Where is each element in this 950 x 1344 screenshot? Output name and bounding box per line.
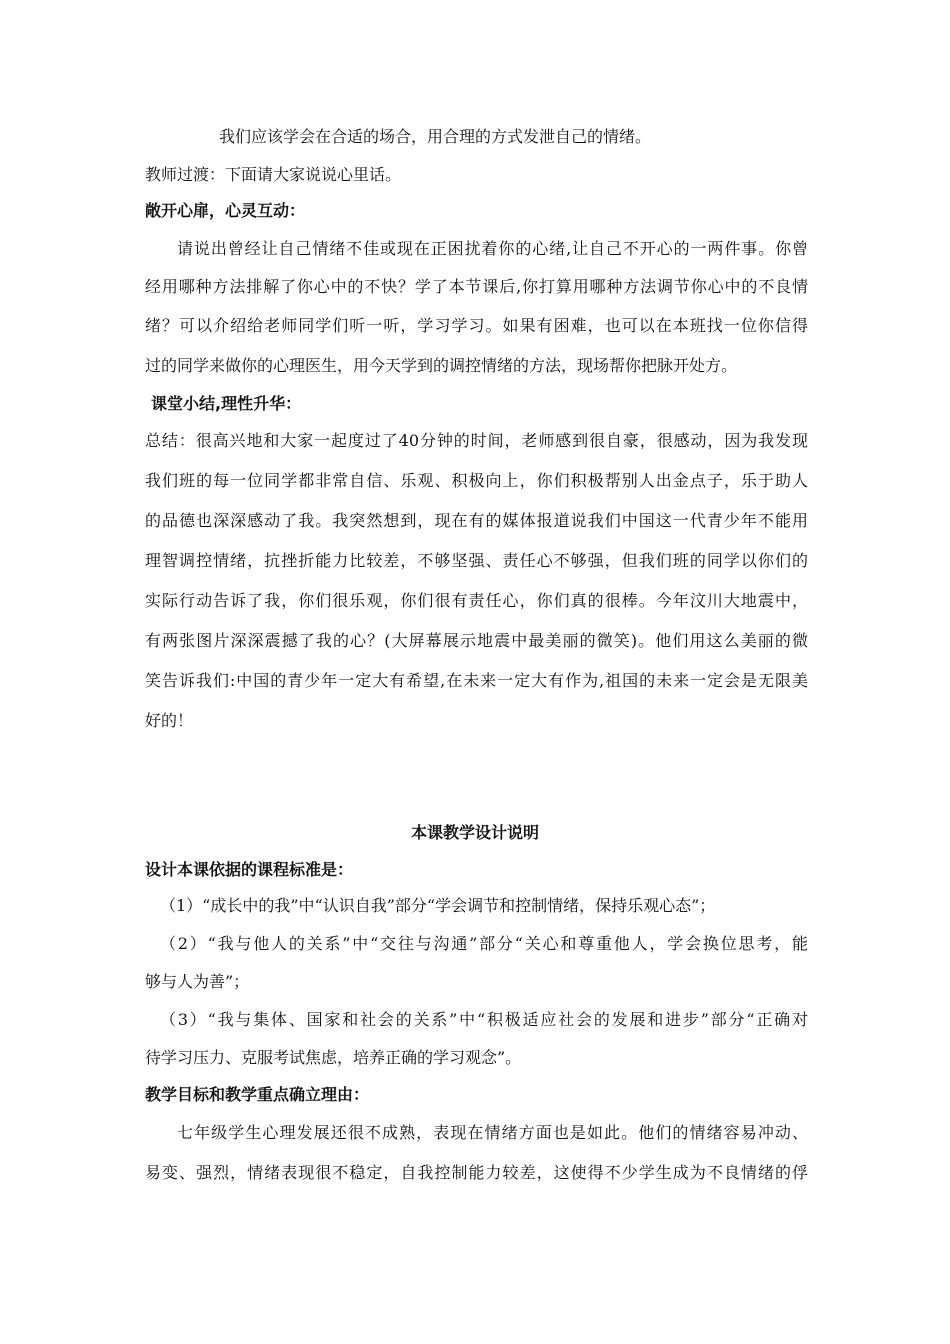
- standard-item: （3）“我与集体、国家和社会的关系”中“积极适应社会的发展和进步”部分“正确对: [160, 1010, 808, 1029]
- standard-item-continuation: 待学习压力、克服考试焦虑，培养正确的学习观念”。: [145, 1048, 522, 1067]
- paragraph-line: 笑告诉我们:中国的青少年一定大有希望,在未来一定大有作为,祖国的未来一定会是无限美: [145, 671, 808, 690]
- paragraph-line: 好的！: [145, 711, 194, 730]
- paragraph-line: 的品德也深深感动了我。我突然想到，现在有的媒体报道说我们中国这一代青少年不能用: [145, 511, 808, 530]
- paragraph-line: 有两张图片深深震撼了我的心？(大屏幕展示地震中最美丽的微笑)。他们用这么美丽的微: [145, 631, 808, 650]
- paragraph-line: 七年级学生心理发展还很不成熟，表现在情绪方面也是如此。他们的情绪容易冲动、: [177, 1123, 808, 1142]
- section-heading-open-heart: 敞开心扉，心灵互动：: [145, 201, 306, 220]
- paragraph-line: 实际行动告诉了我，你们很乐观，你们很有责任心，你们真的很棒。今年汶川大地震中，: [145, 591, 808, 610]
- paragraph-line: 总结：很高兴地和大家一起度过了40分钟的时间，老师感到很自豪，很感动，因为我发现: [145, 431, 808, 450]
- standard-item-continuation: 够与人为善”；: [145, 972, 250, 991]
- section-title: 本课教学设计说明: [410, 823, 539, 842]
- paragraph-line: 我们班的每一位同学都非常自信、乐观、积极向上，你们积极帮别人出金点子，乐于助人: [145, 471, 808, 490]
- text-line: 我们应该学会在合适的场合，用合理的方式发泄自己的情绪。: [219, 127, 652, 146]
- section-heading-objectives: 教学目标和教学重点确立理由：: [145, 1085, 370, 1104]
- paragraph-line: 绪？可以介绍给老师同学们听一听，学习学习。如果有困难，也可以在本班找一位你信得: [145, 316, 808, 335]
- paragraph-line: 过的同学来做你的心理医生，用今天学到的调控情绪的方法，现场帮你把脉开处方。: [145, 356, 738, 375]
- paragraph-line: 经用哪种方法排解了你心中的不快？学了本节课后,你打算用哪种方法调节你心中的不良情: [145, 277, 808, 296]
- standard-item: （2）“我与他人的关系”中“交往与沟通”部分“关心和尊重他人，学会换位思考，能: [160, 934, 808, 953]
- section-heading-standards: 设计本课依据的课程标准是：: [145, 860, 354, 879]
- paragraph-line: 请说出曾经让自己情绪不佳或现在正困扰着你的心绪,让自己不开心的一两件事。你曾: [177, 239, 808, 258]
- paragraph-line: 理智调控情绪，抗挫折能力比较差，不够坚强、责任心不够强，但我们班的同学以你们的: [145, 551, 808, 570]
- paragraph-line: 易变、强烈，情绪表现很不稳定，自我控制能力较差，这使得不少学生成为不良情绪的俘: [145, 1163, 808, 1182]
- section-heading-summary: 课堂小结,理性升华：: [151, 394, 302, 413]
- standard-item: （1）“成长中的我”中“认识自我”部分“学会调节和控制情绪，保持乐观心态”；: [160, 896, 716, 915]
- teacher-transition: 教师过渡：下面请大家说说心里话。: [145, 165, 402, 184]
